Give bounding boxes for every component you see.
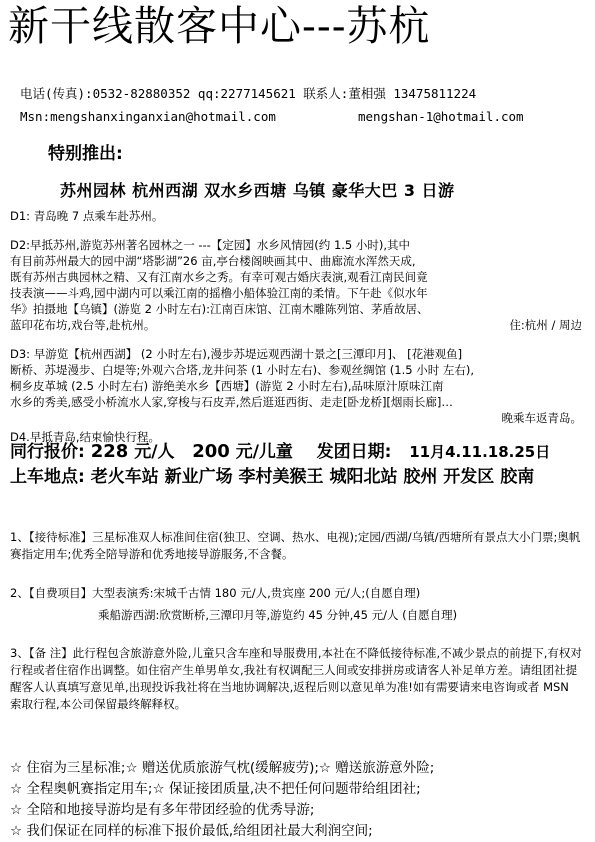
highlight-item: ☆ 我们保证在同样的标准下报价最低,给组团社最大利润空间;: [10, 823, 373, 839]
tour-headline: 苏州园林 杭州西湖 双水乡西塘 乌镇 豪华大巴 3 日游: [60, 181, 455, 200]
pickup-locations: 上车地点: 老火车站 新业广场 李村美猴王 城阳北站 胶州 开发区 胶南: [10, 467, 535, 487]
special-label: 特别推出:: [48, 144, 123, 164]
itinerary-line: [10, 317, 582, 333]
highlights-list: [10, 758, 590, 842]
itinerary-line: D3: 早游览【杭州西湖】 (2 小时左右),漫步苏堤远观西湖十景之[三潭印月]、 [花港观鱼]: [10, 347, 463, 361]
adult-unit: 元/人: [134, 442, 175, 462]
highlight-item: ☆ 全程奥帆赛指定用车;☆ 保证接团质量,决不把任何问题带给组团社;: [10, 781, 421, 797]
itinerary-line: 桐乡皮革城 (2.5 小时左右) 游绝美水乡【西塘】(游览 2 小时左右),品味原汁原味江南: [10, 379, 444, 393]
contact-phone-line: 电话(传真):0532-82880352 qq:2277145621 联系人:董相强 13475811224: [20, 86, 477, 101]
adult-price: 228: [90, 441, 129, 462]
term-label: 3、【备 注】: [10, 646, 73, 660]
itinerary-line: 有目前苏州最大的园中湖“塔影湖”26 亩,亭台楼阁映画其中、曲廊流水浑然天成,: [10, 254, 416, 268]
page-title: 新干线散客中心---苏杭: [8, 2, 431, 50]
term-optional-items: [10, 585, 582, 624]
contact-email: mengshan-1@hotmail.com: [358, 109, 524, 124]
term-text: 乘船游西湖:欣赏断桥,三潭印月等,游览约 45 分钟,45 元/人 (自愿自理): [98, 608, 458, 622]
highlight-item: ☆ 住宿为三星标准;☆ 赠送优质旅游气枕(缓解疲劳);☆ 赠送旅游意外险;: [10, 760, 435, 776]
term-remarks: [10, 645, 582, 713]
term-text: 此行程包含旅游意外险,儿童只含车座和导服费用,本社在不降低接待标准,不减少景点的前提下,有权对行程或者住宿作出调整。如住宿产生单男单女,我社有权调配三人间或安排拼房或请客人补足单方差。请组团社提醒客人认真填写意见单,出现投诉我社将在当地协调解决,返程后则以意见单为准!如有需要请来电咨询或者 MSN 索取行程,本公司保留最终解释权。: [10, 646, 582, 711]
itinerary-line: 既有苏州古典园林之精、又有江南水乡之秀。有幸可观古婚庆表演,观看江南民间竟: [10, 270, 428, 284]
itinerary-line: 晚乘车返青岛。: [501, 411, 582, 425]
term-label: 2、【自费项目】: [10, 586, 93, 600]
itinerary-line: 水乡的秀美,感受小桥流水人家,穿梭与石皮弄,然后逛逛西街、走走[卧龙桥][烟雨长廊]…: [10, 395, 453, 409]
itinerary-line-text: 蓝印花布坊,戏台等,赴杭州。: [10, 318, 156, 332]
date-label: 发团日期:: [316, 442, 392, 462]
child-unit: 元/儿童: [235, 442, 293, 462]
itinerary-line: 华》拍摄地【乌镇】(游览 2 小时左右):江南百床馆、江南木雕陈列馆、茅盾故居、: [10, 302, 429, 316]
itinerary-line: 技表演——斗鸡,园中湖内可以乘江南的摇橹小船体验江南的柔情。下午赴《似水年: [10, 286, 428, 300]
term-text: 大型表演秀:宋城千古情 180 元/人,贵宾座 200 元/人;(自愿自理): [92, 586, 421, 600]
child-price: 200: [192, 441, 230, 462]
term-label: 1、【接待标准】: [10, 530, 93, 544]
itinerary-line: 断桥、苏堤漫步、白堤等;外观六合塔,龙井问茶 (1 小时左右)、参观丝绸馆 (1.5 小时 左右),: [10, 363, 475, 377]
departure-dates: 11月4.11.18.25日: [409, 443, 551, 461]
day2-accommodation: 住:杭州 / 周边: [509, 318, 582, 332]
price-label: 同行报价:: [10, 442, 85, 462]
itinerary-day4: D4.早抵青岛,结束愉快行程。: [10, 430, 160, 444]
itinerary-day1: D1: 青岛晚 7 点乘车赴苏州。: [10, 209, 164, 223]
itinerary-day3: [10, 346, 582, 426]
contact-msn: Msn:mengshanxinganxian@hotmail.com: [20, 109, 276, 124]
term-reception-standard: [10, 529, 582, 563]
highlight-item: ☆ 全陪和地接导游均是有多年带团经验的优秀导游;: [10, 802, 315, 818]
term-text: 三星标准双人标准间住宿(独卫、空调、热水、电视);定园/西湖/乌镇/西塘所有景点大小门票;奥帆赛指定用车;优秀全陪导游和优秀地接导游服务,不含餐。: [10, 530, 581, 561]
price-line: [10, 437, 550, 462]
itinerary-day2: [10, 237, 582, 333]
itinerary-line: D2:早抵苏州,游览苏州著名园林之一 ---【定园】水乡风情园(约 1.5 小时),其中: [10, 238, 411, 252]
